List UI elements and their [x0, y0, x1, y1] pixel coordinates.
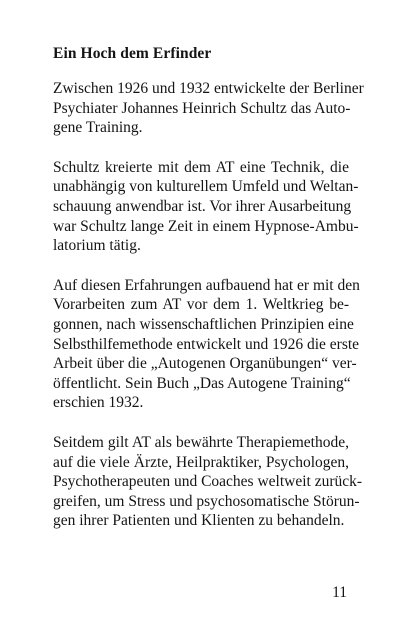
text-line: Zwischen 1926 und 1932 entwickelte der Berliner — [53, 80, 364, 97]
text-line: Selbsthilfemethode entwickelt und 1926 die erste — [53, 335, 360, 353]
paragraph-3 — [53, 276, 360, 413]
text-line: unabhängig von kulturellem Umfeld und Weltan- — [53, 178, 359, 196]
text-line: öffentlicht. Sein Buch „Das Autogene Training“ — [53, 374, 351, 392]
page-number: 11 — [332, 584, 347, 601]
paragraph-2 — [53, 158, 359, 256]
text-line: Auf diesen Erfahrungen aufbauend hat er mit den — [53, 276, 360, 294]
text-line: war Schultz lange Zeit in einem Hypnose-Ambu- — [53, 217, 359, 235]
text-line: Psychotherapeuten und Coaches weltweit zurück- — [53, 473, 363, 491]
text-line: latorium tätig. — [53, 237, 141, 255]
text-line: greifen, um Stress und psychosomatische Störun- — [53, 492, 360, 510]
text-line: Vorarbeiten zum AT vor dem 1. Weltkrieg be- — [53, 296, 349, 314]
text-line: auf die viele Ärzte, Heilpraktiker, Psychologen, — [53, 453, 349, 471]
text-line: gen ihrer Patienten und Klienten zu behandeln. — [53, 512, 345, 530]
paragraph-1 — [53, 79, 364, 138]
text-line: schauung anwendbar ist. Vor ihrer Ausarbeitung — [53, 197, 352, 215]
text-line: Arbeit über die „Autogenen Organübungen“ ver- — [53, 355, 357, 373]
text-line: Schultz kreierte mit dem AT eine Technik, die — [53, 158, 349, 176]
text-line: Psychiater Johannes Heinrich Schultz das Auto- — [53, 99, 351, 117]
text-line: gonnen, nach wissenschaftlichen Prinzipien eine — [53, 315, 354, 333]
section-heading: Ein Hoch dem Erfinder — [53, 45, 212, 62]
text-line: erschien 1932. — [53, 394, 144, 412]
text-line: Seitdem gilt AT als bewährte Therapiemethode, — [53, 433, 349, 451]
paragraph-4 — [53, 433, 363, 531]
text-line: gene Training. — [53, 119, 143, 137]
page-content — [53, 44, 364, 551]
